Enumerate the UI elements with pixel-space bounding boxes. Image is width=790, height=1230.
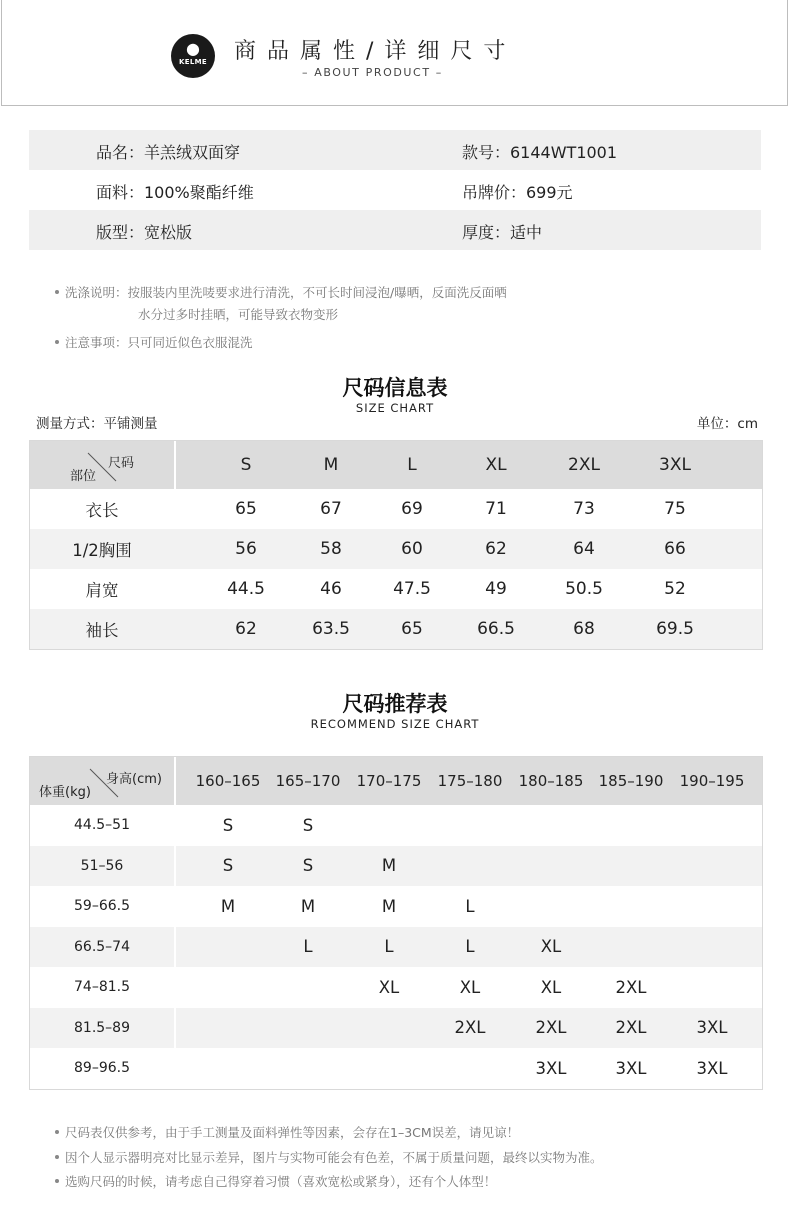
table-cell: XL — [540, 977, 562, 997]
weight-label: 81.5–89 — [74, 1019, 130, 1036]
wash-instructions-cont: 水分过多时挂晒，可能导致衣物变形 — [138, 307, 339, 322]
paw-icon: ● — [186, 39, 200, 58]
height-header-row — [30, 757, 762, 805]
table-cell: 63.5 — [312, 619, 350, 639]
table-cell — [188, 1048, 268, 1089]
size-chart-title: 尺码信息表 — [342, 376, 448, 400]
table-row — [30, 927, 762, 968]
section-title: 商品属性/详细尺寸 — [234, 39, 517, 64]
table-cell — [268, 1008, 348, 1049]
table-cell: 69 — [401, 499, 423, 519]
table-cell: 62 — [485, 539, 507, 559]
size-chart-subtitle: SIZE CHART — [355, 401, 435, 415]
table-cell: 68 — [573, 619, 595, 639]
table-cell: 50.5 — [565, 579, 603, 599]
table-cell — [511, 886, 591, 927]
table-row — [30, 1048, 762, 1089]
table-cell — [188, 927, 268, 968]
table-cell: M — [381, 896, 397, 916]
table-cell: 62 — [235, 619, 257, 639]
table-cell: 66.5 — [477, 619, 515, 639]
measure-method: 测量方式：平铺测量 — [36, 416, 158, 432]
bullet-icon — [55, 1155, 59, 1159]
table-cell: 49 — [485, 579, 507, 599]
brand-name: KELME — [179, 58, 207, 66]
table-row — [30, 529, 762, 569]
table-cell: XL — [378, 977, 400, 997]
table-cell: 2XL — [615, 977, 647, 997]
footnote-item: 因个人显示器明亮对比显示差异，图片与实物可能会有色差，不属于质量问题，最终以实物为准。 — [55, 1148, 603, 1166]
table-row — [30, 489, 762, 529]
wash-instructions: 洗涤说明：按服装内里洗唛要求进行清洗，不可长时间浸泡/曝晒，反面洗反面晒 — [55, 283, 507, 301]
part-label: 1/2胸围 — [72, 541, 132, 560]
size-header-row — [30, 441, 762, 489]
table-cell: 65 — [401, 619, 423, 639]
bullet-icon — [55, 290, 59, 294]
size-col-header: 3XL — [659, 455, 691, 475]
table-cell — [672, 805, 752, 846]
table-row — [30, 1008, 762, 1049]
table-cell: 58 — [320, 539, 342, 559]
column-divider — [174, 967, 176, 1008]
table-cell — [672, 846, 752, 887]
column-divider — [174, 1008, 176, 1049]
brand-logo — [171, 34, 215, 78]
height-col-header: 170–175 — [356, 772, 422, 790]
column-divider — [174, 805, 176, 846]
recommend-chart-title: 尺码推荐表 — [342, 692, 448, 716]
column-divider — [174, 886, 176, 927]
attribute-row — [29, 210, 761, 250]
attribute-style-no: 款号：6144WT1001 — [462, 143, 618, 162]
table-cell — [511, 846, 591, 887]
table-cell: 64 — [573, 539, 595, 559]
weight-label: 66.5–74 — [74, 938, 130, 955]
height-col-header: 185–190 — [598, 772, 664, 790]
table-cell — [672, 886, 752, 927]
size-chart-table — [29, 440, 763, 650]
table-cell: S — [302, 856, 314, 876]
table-cell — [430, 1048, 510, 1089]
attribute-name: 品名：羊羔绒双面穿 — [96, 143, 241, 162]
table-cell: XL — [540, 937, 562, 957]
table-cell: S — [222, 815, 234, 835]
attribute-fit: 版型：宽松版 — [96, 223, 193, 242]
table-row — [30, 846, 762, 887]
table-cell: XL — [459, 977, 481, 997]
height-col-header: 190–195 — [679, 772, 745, 790]
footnote-item: 尺码表仅供参考，由于手工测量及面料弹性等因素，会存在1–3CM误差，请见谅！ — [55, 1123, 519, 1141]
table-cell — [188, 1008, 268, 1049]
size-col-header: 2XL — [568, 455, 600, 475]
table-cell: 3XL — [696, 1018, 728, 1038]
table-cell — [349, 805, 429, 846]
table-cell: M — [381, 856, 397, 876]
attribute-fabric: 面料：100%聚酯纤维 — [96, 183, 254, 202]
recommend-table — [29, 756, 763, 1090]
footnote-item: 选购尺码的时候，请考虑自己得穿着习惯（喜欢宽松或紧身），还有个人体型！ — [55, 1172, 496, 1190]
table-row — [30, 569, 762, 609]
table-cell: 3XL — [696, 1058, 728, 1078]
table-cell: 69.5 — [656, 619, 694, 639]
table-cell — [349, 1008, 429, 1049]
table-row — [30, 886, 762, 927]
weight-label: 89–96.5 — [74, 1060, 130, 1077]
attribute-row — [29, 170, 761, 210]
weight-label: 59–66.5 — [74, 898, 130, 915]
part-label: 肩宽 — [85, 581, 119, 600]
table-cell: 60 — [401, 539, 423, 559]
height-col-header: 175–180 — [437, 772, 503, 790]
column-divider — [174, 1048, 176, 1089]
table-cell — [268, 1048, 348, 1089]
attribute-thickness: 厚度：适中 — [462, 223, 543, 242]
table-cell — [591, 805, 671, 846]
corner-cell: 身高(cm) 体重(kg) — [30, 757, 174, 805]
table-row — [30, 967, 762, 1008]
table-cell — [672, 967, 752, 1008]
table-cell — [591, 846, 671, 887]
column-divider — [174, 846, 176, 887]
table-cell: 44.5 — [227, 579, 265, 599]
weight-label: 44.5–51 — [74, 817, 130, 834]
table-cell: 3XL — [615, 1058, 647, 1078]
bullet-icon — [55, 1179, 59, 1183]
table-cell: M — [220, 896, 236, 916]
part-label: 袖长 — [85, 621, 119, 640]
table-cell: 66 — [664, 539, 686, 559]
attribute-row — [29, 130, 761, 170]
table-cell: 56 — [235, 539, 257, 559]
size-col-header: L — [407, 455, 417, 475]
table-row — [30, 609, 762, 649]
page-header — [1, 0, 788, 106]
table-cell — [430, 805, 510, 846]
size-col-header: M — [323, 455, 339, 475]
table-cell: L — [303, 937, 313, 957]
attribute-price: 吊牌价：699元 — [462, 183, 573, 202]
table-cell: 47.5 — [393, 579, 431, 599]
height-col-header: 180–185 — [518, 772, 584, 790]
table-row — [30, 805, 762, 846]
section-subtitle: – ABOUT PRODUCT – — [302, 66, 443, 79]
table-cell: S — [302, 815, 314, 835]
height-col-header: 160–165 — [195, 772, 261, 790]
diagonal-line — [30, 441, 174, 489]
weight-label: 74–81.5 — [74, 979, 130, 996]
table-cell: 71 — [485, 499, 507, 519]
table-cell — [188, 967, 268, 1008]
table-cell: 52 — [664, 579, 686, 599]
table-cell: 67 — [320, 499, 342, 519]
recommend-chart-subtitle: RECOMMEND SIZE CHART — [310, 717, 480, 731]
bullet-icon — [55, 340, 59, 344]
height-col-header: 165–170 — [275, 772, 341, 790]
table-cell — [430, 846, 510, 887]
column-divider — [174, 757, 176, 805]
size-col-header: S — [240, 455, 252, 475]
part-label: 衣长 — [85, 501, 119, 520]
unit-label: 单位：cm — [696, 416, 758, 432]
table-cell: L — [465, 896, 475, 916]
table-cell — [268, 967, 348, 1008]
column-divider — [174, 441, 176, 489]
table-cell: 65 — [235, 499, 257, 519]
table-cell — [672, 927, 752, 968]
table-cell — [591, 927, 671, 968]
table-cell — [349, 1048, 429, 1089]
table-cell: 75 — [664, 499, 686, 519]
table-cell: 3XL — [535, 1058, 567, 1078]
table-cell: 2XL — [454, 1018, 486, 1038]
table-cell: S — [222, 856, 234, 876]
table-cell: 2XL — [615, 1018, 647, 1038]
size-col-header: XL — [485, 455, 507, 475]
table-cell — [591, 886, 671, 927]
table-cell: L — [384, 937, 394, 957]
table-cell: M — [300, 896, 316, 916]
weight-label: 51–56 — [80, 857, 124, 874]
table-cell: 46 — [320, 579, 342, 599]
column-divider — [174, 927, 176, 968]
table-cell: 2XL — [535, 1018, 567, 1038]
bullet-icon — [55, 1130, 59, 1134]
corner-cell: 尺码 部位 — [30, 441, 174, 489]
table-cell: 73 — [573, 499, 595, 519]
table-cell — [511, 805, 591, 846]
table-cell: L — [465, 937, 475, 957]
caution-note: 注意事项：只可同近似色衣服混洗 — [55, 333, 253, 351]
